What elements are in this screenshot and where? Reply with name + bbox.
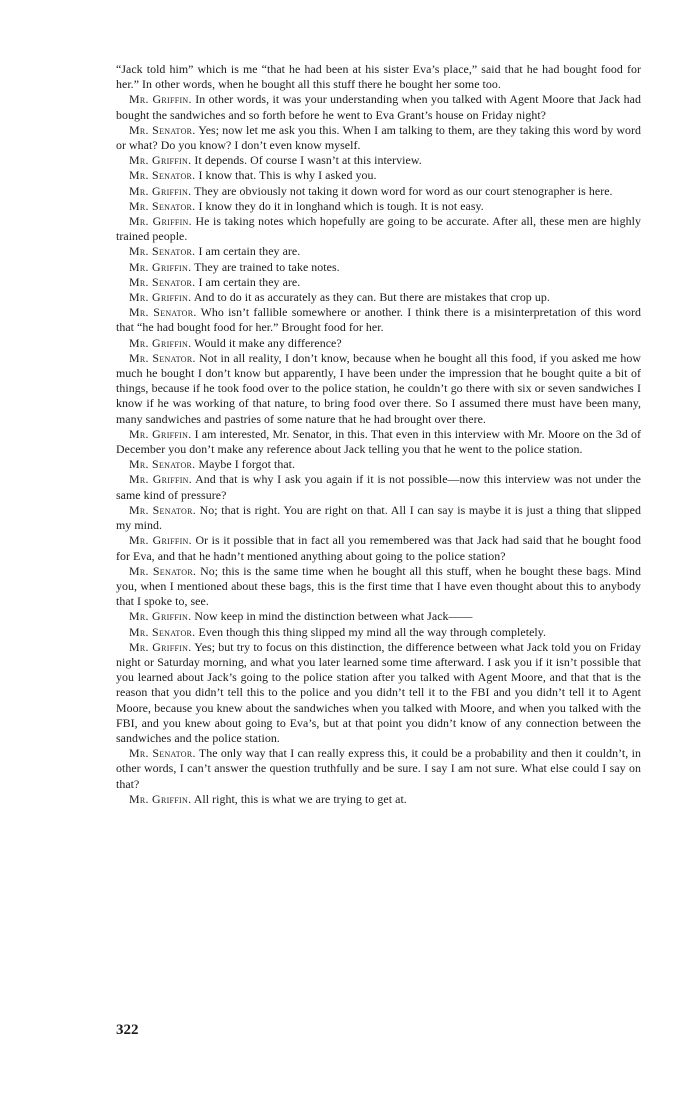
speaker-label: Mr. Griffin. [129, 183, 192, 198]
paragraph [116, 640, 641, 746]
paragraph [116, 123, 641, 153]
paragraph [116, 244, 641, 259]
paragraph-text: They are trained to take notes. [194, 259, 340, 274]
speaker-label: Mr. Griffin. [129, 426, 192, 441]
speaker-label: Mr. Griffin. [129, 290, 192, 305]
page-number: 322 [116, 1022, 139, 1038]
paragraph [116, 168, 641, 183]
paragraph-text: Not in all reality, I don’t know, because when he bought all this food, if you asked me how much he bought I don’t know but apparently, I have been under the impression that he bought quite a bit of things, because if he took food over to the police station, he couldn’t go there with six or seven sandwiches I know if he was working of that nature, to bring food over there. So I assumed there must have been many, many sandwiches and pastries of some nature that he had brought over there. [116, 350, 641, 426]
speaker-label: Mr. Senator. [129, 502, 197, 517]
paragraph-text: Yes; now let me ask you this. When I am talking to them, are they taking this word by word or what? Do you know? I don’t even know myself. [116, 122, 641, 153]
speaker-label: Mr. Griffin. [129, 472, 193, 487]
paragraph [116, 351, 641, 427]
speaker-label: Mr. Senator. [129, 746, 196, 761]
paragraph [116, 625, 641, 640]
speaker-label: Mr. Senator. [129, 244, 196, 259]
paragraph [116, 214, 641, 244]
paragraph-text: Now keep in mind the distinction between what Jack—— [194, 609, 473, 624]
speaker-label: Mr. Griffin. [129, 533, 192, 548]
paragraph-text: It depends. Of course I wasn’t at this interview. [194, 153, 422, 168]
speaker-label: Mr. Griffin. [129, 335, 192, 350]
speaker-label: Mr. Griffin. [129, 259, 192, 274]
speaker-label: Mr. Griffin. [129, 609, 192, 624]
speaker-label: Mr. Senator. [129, 350, 196, 365]
paragraph-text: And to do it as accurately as they can. But there are mistakes that crop up. [193, 290, 550, 305]
paragraph-text: And that is why I ask you again if it is not possible—now this interview was not under the same kind of pressure? [116, 472, 641, 502]
paragraph-text: I am certain they are. [198, 244, 301, 259]
paragraph-text: They are obviously not taking it down word for word as our court stenographer is here. [194, 183, 613, 198]
paragraph [116, 153, 641, 168]
paragraph [116, 199, 641, 214]
paragraph [116, 92, 641, 122]
paragraph-text: In other words, it was your understanding when you talked with Agent Moore that Jack had bought the sandwiches and so forth before he went to Eva Grant’s house on Friday night? [116, 92, 641, 122]
paragraph [116, 305, 641, 335]
speaker-label: Mr. Senator. [129, 168, 196, 183]
paragraph-text: Who isn’t fallible somewhere or another. I think there is a misinterpretation of this word that “he had bought food for her.” Brought food for her. [116, 305, 641, 335]
paragraph [116, 336, 641, 351]
paragraph-text: I am interested, Mr. Senator, in this. That even in this interview with Mr. Moore on the 3d of December you don’t make any reference about Jack telling you that he went to the police station. [116, 426, 642, 457]
paragraph [116, 746, 641, 792]
paragraph-text: All right, this is what we are trying to get at. [193, 791, 407, 806]
paragraph-text: The only way that I can really express this, it could be a probability and then it couldn’t, in other words, I can’t answer the question truthfully and be sure. I say I am not sure. What else could I say on that? [116, 746, 641, 791]
paragraph-text: No; that is right. You are right on that. All I can say is maybe it is just a thing that slipped my mind. [116, 502, 641, 533]
speaker-label: Mr. Senator. [129, 305, 197, 320]
paragraph-text: Maybe I forgot that. [198, 457, 296, 472]
paragraph-text: I know that. This is why I asked you. [198, 168, 377, 183]
paragraph [116, 533, 641, 563]
speaker-label: Mr. Griffin. [129, 639, 192, 654]
paragraph [116, 290, 641, 305]
paragraph-text: Would it make any difference? [194, 335, 342, 350]
paragraph [116, 472, 641, 502]
paragraph-text: He is taking notes which hopefully are going to be accurate. After all, these men are highly trained people. [116, 214, 641, 244]
paragraph [116, 792, 641, 807]
paragraph [116, 564, 641, 610]
paragraph [116, 260, 641, 275]
paragraph [116, 427, 641, 457]
paragraph-text: I am certain they are. [198, 274, 301, 289]
paragraph [116, 184, 641, 199]
speaker-label: Mr. Senator. [129, 198, 196, 213]
speaker-label: Mr. Griffin. [129, 214, 192, 229]
speaker-label: Mr. Griffin. [129, 791, 192, 806]
speaker-label: Mr. Senator. [129, 457, 196, 472]
paragraph-text: Even though this thing slipped my mind all the way through completely. [198, 624, 546, 639]
paragraph-text: I know they do it in longhand which is tough. It is not easy. [198, 198, 484, 213]
paragraph-text: No; this is the same time when he bought all this stuff, when he bought these bags. Mind you, when I mentioned about these bags, this is the first time that I have even thought about this to anybody that I spoke to, see. [116, 563, 642, 609]
speaker-label: Mr. Griffin. [129, 153, 192, 168]
speaker-label: Mr. Senator. [129, 122, 196, 137]
paragraph [116, 275, 641, 290]
paragraph [116, 62, 641, 92]
paragraph [116, 503, 641, 533]
speaker-label: Mr. Griffin. [129, 92, 192, 107]
paragraph-text: Or is it possible that in fact all you remembered was that Jack had said that he bought food for Eva, and that he hadn’t mentioned anything about going to the police station? [116, 533, 641, 563]
paragraph [116, 609, 641, 624]
paragraph-text: Yes; but try to focus on this distinction, the difference between what Jack told you on Friday night or Saturday morning, and what you later learned some time afterward. I ask you if it isn’t possible that you learned about Jack’s going to the police station after you talked with Agent Moore, and that that is the reason that you didn’t tell this to the police and you didn’t tell it to the FBI and you didn’t tell it to Agent Moore, because you knew about the sandwiches when you talked with Moore, and when you talked with the FBI, and you knew about going to Eva’s, but at that point you didn’t know of any connection between the sandwiches and the police station. [116, 639, 641, 745]
speaker-label: Mr. Senator. [129, 624, 196, 639]
speaker-label: Mr. Senator. [129, 274, 196, 289]
speaker-label: Mr. Senator. [129, 563, 197, 578]
testimony-text [116, 62, 641, 807]
paragraph [116, 457, 641, 472]
paragraph-text: “Jack told him” which is me “that he had been at his sister Eva’s place,” said that he had bought food for her.” In other words, when he bought all this stuff there he bought her some too. [116, 62, 641, 92]
